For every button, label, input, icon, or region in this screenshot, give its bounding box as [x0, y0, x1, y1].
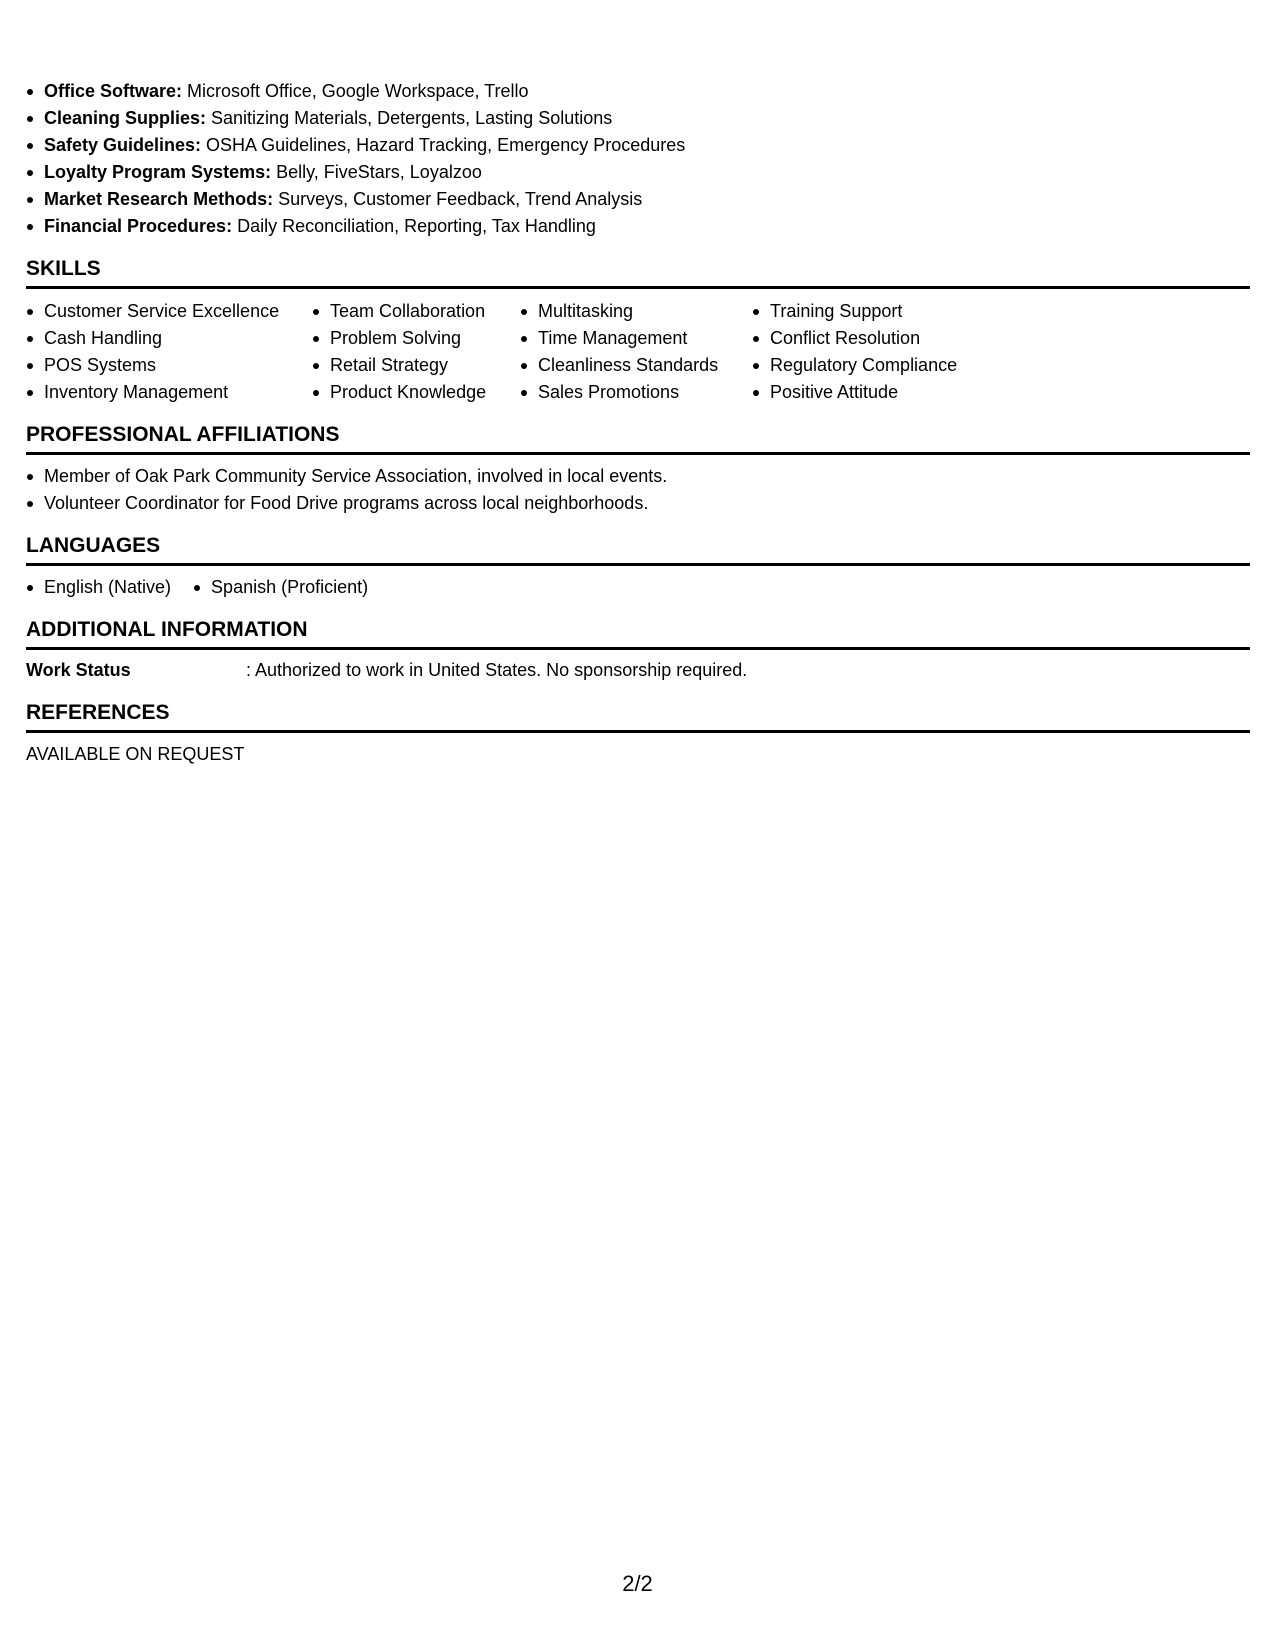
list-item: Member of Oak Park Community Service Association, involved in local events.	[26, 463, 667, 490]
skill-item: Training Support	[752, 298, 957, 325]
tool-term: Loyalty Program Systems:	[44, 162, 272, 182]
tool-desc: Surveys, Customer Feedback, Trend Analysis	[273, 189, 643, 209]
affiliations-heading: PROFESSIONAL AFFILIATIONS	[26, 422, 1250, 455]
skill-item: Cash Handling	[26, 325, 279, 352]
list-item	[26, 105, 685, 132]
page-number: 2/2	[622, 1571, 653, 1596]
list-item: Volunteer Coordinator for Food Drive programs across local neighborhoods.	[26, 490, 667, 517]
languages-heading: LANGUAGES	[26, 533, 1250, 566]
tool-term: Financial Procedures:	[44, 216, 233, 236]
skill-item: Sales Promotions	[520, 379, 718, 406]
skill-item: Customer Service Excellence	[26, 298, 279, 325]
additional-info-heading: ADDITIONAL INFORMATION	[26, 617, 1250, 650]
skills-column-3	[520, 298, 718, 406]
tool-term: Cleaning Supplies:	[44, 108, 207, 128]
skills-column-4	[752, 298, 957, 406]
languages-list	[26, 574, 390, 601]
tool-desc: Daily Reconciliation, Reporting, Tax Handling	[232, 216, 596, 236]
list-item	[26, 132, 685, 159]
skill-item: Product Knowledge	[312, 379, 486, 406]
affiliations-list	[26, 463, 667, 517]
skill-item: POS Systems	[26, 352, 279, 379]
tools-list	[26, 78, 685, 240]
skills-heading: SKILLS	[26, 256, 1250, 289]
work-status-row	[26, 657, 747, 684]
skill-item: Inventory Management	[26, 379, 279, 406]
skill-item: Problem Solving	[312, 325, 486, 352]
tool-term: Office Software:	[44, 81, 183, 101]
skill-item: Multitasking	[520, 298, 718, 325]
language-item: Spanish (Proficient)	[193, 574, 368, 601]
skills-grid	[26, 298, 1250, 406]
skill-item: Regulatory Compliance	[752, 352, 957, 379]
work-status-label: Work Status	[26, 660, 131, 680]
list-item	[26, 186, 685, 213]
skill-item: Retail Strategy	[312, 352, 486, 379]
tool-term: Safety Guidelines:	[44, 135, 202, 155]
language-item: English (Native)	[26, 574, 171, 601]
skill-item: Positive Attitude	[752, 379, 957, 406]
references-heading: REFERENCES	[26, 700, 1250, 733]
skill-item: Conflict Resolution	[752, 325, 957, 352]
skill-item: Cleanliness Standards	[520, 352, 718, 379]
skills-column-2	[312, 298, 486, 406]
skills-column-1	[26, 298, 279, 406]
tool-desc: OSHA Guidelines, Hazard Tracking, Emergency Procedures	[201, 135, 686, 155]
list-item	[26, 159, 685, 186]
work-status-value: : Authorized to work in United States. No sponsorship required.	[246, 660, 748, 680]
skill-item: Team Collaboration	[312, 298, 486, 325]
tool-desc: Sanitizing Materials, Detergents, Lasting Solutions	[206, 108, 613, 128]
list-item	[26, 78, 685, 105]
references-text: AVAILABLE ON REQUEST	[26, 744, 245, 764]
tool-desc: Microsoft Office, Google Workspace, Trello	[182, 81, 529, 101]
tool-term: Market Research Methods:	[44, 189, 274, 209]
skill-item: Time Management	[520, 325, 718, 352]
list-item	[26, 213, 685, 240]
tool-desc: Belly, FiveStars, Loyalzoo	[271, 162, 482, 182]
